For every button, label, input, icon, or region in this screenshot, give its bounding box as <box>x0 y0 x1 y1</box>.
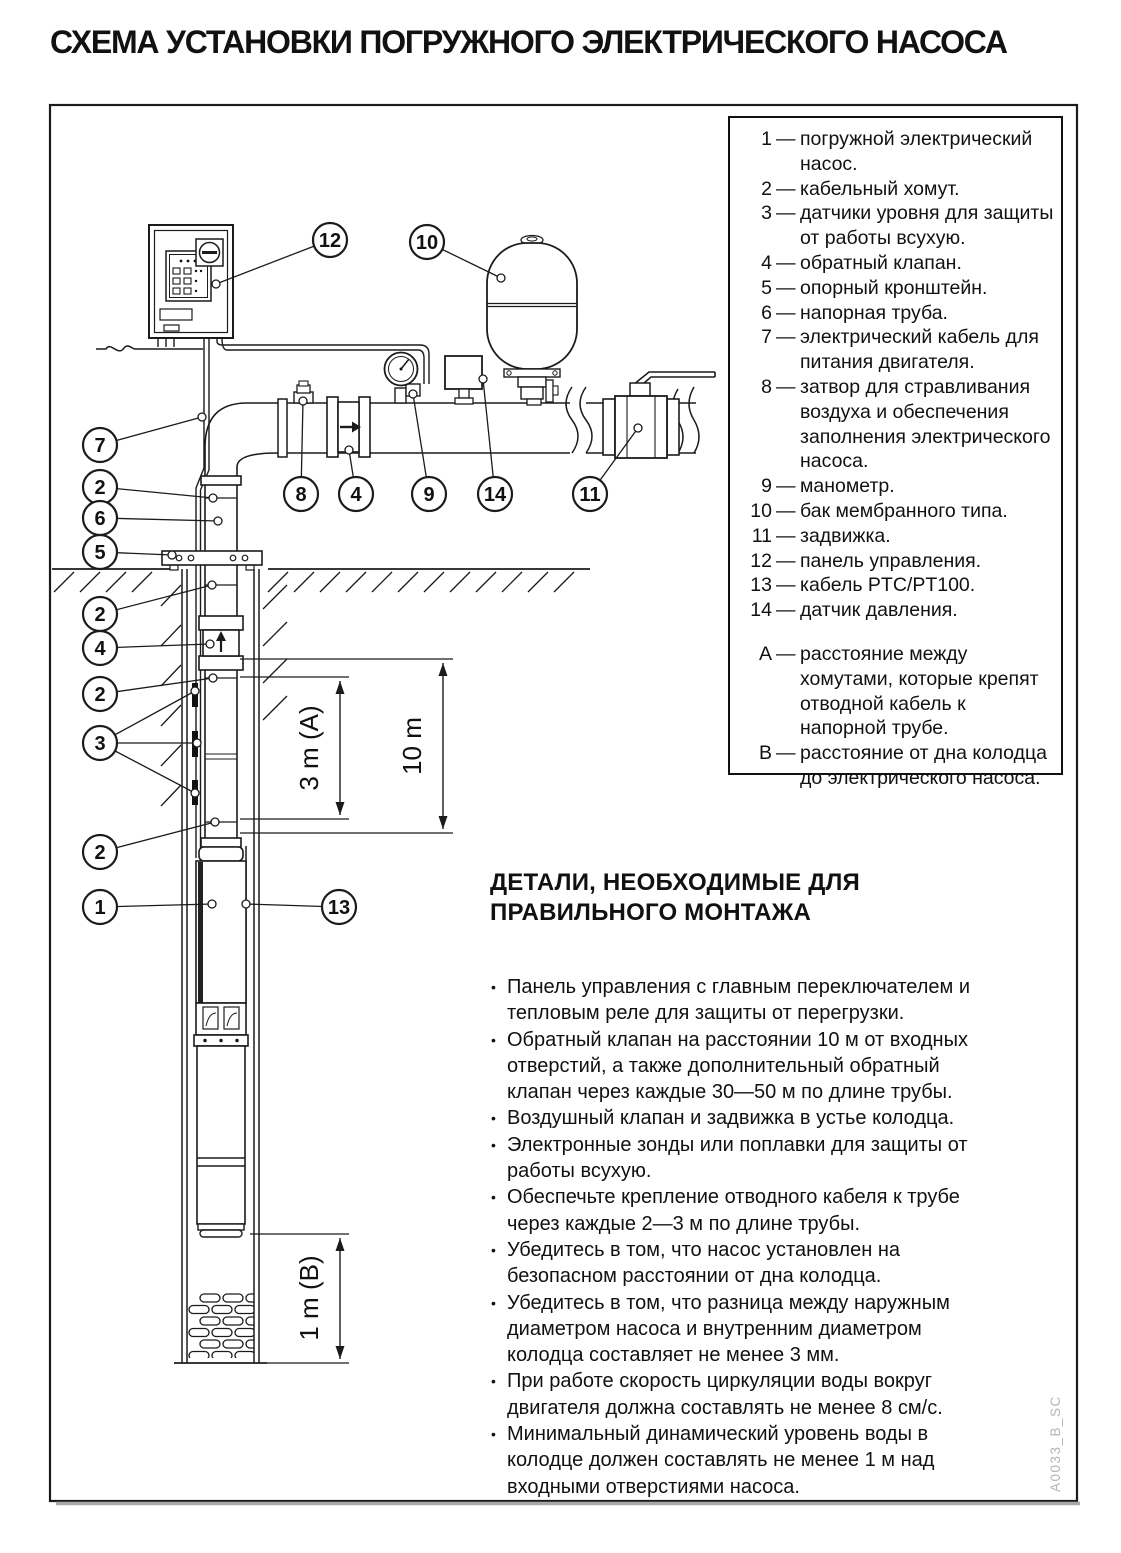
main-switch-icon <box>196 239 223 266</box>
control-panel <box>149 225 233 338</box>
legend-key: 2 <box>761 177 772 200</box>
bullet-marker-icon: • <box>491 1426 496 1443</box>
legend-key: 9 <box>761 475 772 498</box>
legend-key: 7 <box>761 326 772 349</box>
details-bullet-3 <box>490 1105 995 1131</box>
legend-key: 6 <box>761 301 772 324</box>
legend-text: датчик давления. <box>800 599 958 622</box>
details-section <box>490 868 1050 1500</box>
legend-text: погружной электрический насос. <box>800 128 1033 175</box>
details-bullet-9 <box>490 1421 995 1500</box>
legend-item-6 <box>742 301 1055 326</box>
legend-text: кабель PTC/PT100. <box>800 574 976 597</box>
legend-text: напорная труба. <box>800 301 948 324</box>
legend-text: расстояние от дна колодца до электрического насоса. <box>800 742 1047 789</box>
bullet-text: Обеспечьте крепление отводного кабеля к трубе через каждые 2—3 м по длине трубы. <box>507 1186 960 1235</box>
bullet-marker-icon: • <box>491 1136 496 1153</box>
details-bullet-8 <box>490 1368 995 1421</box>
legend-text: панель управления. <box>800 549 982 572</box>
legend-text: датчики уровня для защиты от работы всухую. <box>800 202 1054 250</box>
legend-dash: — <box>776 276 796 299</box>
legend-key: 5 <box>761 276 772 299</box>
bullet-marker-icon: • <box>491 1294 496 1311</box>
legend-item-9 <box>742 474 1055 499</box>
legend-dash: — <box>776 202 796 225</box>
legend-dash: — <box>776 499 796 522</box>
bullet-text: Минимальный динамический уровень воды в колодце должен составлять не менее 1 м над входными отверстиями насоса. <box>507 1423 935 1498</box>
page-title: СХЕМА УСТАНОВКИ ПОГРУЖНОГО ЭЛЕКТРИЧЕСКОГО НАСОСА <box>50 24 1007 60</box>
legend-dash: — <box>776 742 796 765</box>
legend-item-2 <box>742 177 1055 202</box>
legend-item-12 <box>742 549 1055 574</box>
legend-items <box>742 127 1055 623</box>
details-bullet-5 <box>490 1184 995 1237</box>
submersible-pump <box>194 838 248 1237</box>
bullet-marker-icon: • <box>491 979 496 995</box>
legend-dash: — <box>776 128 796 150</box>
callout-number-8: 8 <box>295 484 307 506</box>
legend-dash: — <box>776 326 796 349</box>
legend-key: 13 <box>750 574 772 597</box>
details-bullet-2 <box>490 1027 995 1106</box>
dimension-lines <box>240 659 453 1363</box>
legend-dash: — <box>776 375 796 398</box>
callout-number-2: 2 <box>94 842 106 864</box>
bullet-marker-icon: • <box>491 1031 496 1048</box>
legend-key: 4 <box>761 251 772 274</box>
legend-item-8 <box>742 375 1055 474</box>
legend-text: кабельный хомут. <box>800 177 960 200</box>
legend-dash: — <box>776 301 796 324</box>
bullet-text: Обратный клапан на расстоянии 10 м от входных отверстий, а также дополнительный обратный клапан через каждые 30—50 м по длине трубы. <box>507 1028 968 1104</box>
legend-item-5 <box>742 276 1055 301</box>
details-bullet-6 <box>490 1237 995 1290</box>
support-bracket <box>162 551 262 570</box>
legend-key: В <box>758 742 772 765</box>
dimension-label: 10 m <box>397 717 427 775</box>
legend-text: опорный кронштейн. <box>800 276 988 299</box>
legend-key: 1 <box>761 128 772 150</box>
callout-number-11: 11 <box>579 484 601 506</box>
legend-text: затвор для стравливания воздуха и обеспечения заполнения электрического насоса. <box>800 375 1051 473</box>
legend-key: 8 <box>761 375 772 398</box>
callout-number-5: 5 <box>94 542 106 564</box>
legend-dash: — <box>776 475 796 498</box>
bullet-text: Воздушный клапан и задвижка в устье колодца. <box>507 1107 955 1130</box>
document-code: A0033_B_SC <box>1048 1395 1063 1492</box>
legend-text: задвижка. <box>800 524 891 547</box>
bullet-marker-icon: • <box>491 1110 496 1127</box>
legend-item-1 <box>742 127 1055 177</box>
membrane-tank <box>487 236 577 406</box>
legend-notes <box>742 642 1055 791</box>
callout-number-10: 10 <box>415 232 439 254</box>
callout-number-4: 4 <box>350 484 362 506</box>
legend-text: расстояние между хомутами, которые крепят отводной кабель к напорной трубе. <box>800 642 1039 740</box>
wall-break-line <box>96 346 203 351</box>
pressure-sensor <box>445 356 482 404</box>
legend-item-10 <box>742 499 1055 524</box>
callout-number-7: 7 <box>94 435 106 457</box>
bullet-marker-icon: • <box>491 1373 496 1390</box>
legend-key: А <box>758 642 772 665</box>
legend-item-14 <box>742 598 1055 623</box>
legend-text: бак мембранного типа. <box>800 499 1008 522</box>
callout-number-2: 2 <box>94 604 106 626</box>
bullet-text: Убедитесь в том, что разница между наружным диаметром насоса и внутренним диаметром колодца составляет не менее 3 мм. <box>507 1291 950 1367</box>
bullet-marker-icon: • <box>491 1241 496 1258</box>
callout-number-2: 2 <box>94 684 106 706</box>
legend-dash: — <box>776 574 796 597</box>
bullet-text: Электронные зонды или поплавки для защиты от работы всухую. <box>507 1133 968 1183</box>
legend-box <box>728 116 1063 789</box>
legend-key: 3 <box>761 202 772 225</box>
callout-number-12: 12 <box>318 230 342 252</box>
legend-item-3 <box>742 201 1055 251</box>
callout-number-14: 14 <box>483 484 507 506</box>
callout-number-6: 6 <box>94 508 106 530</box>
legend-item-7 <box>742 325 1055 375</box>
legend-text: манометр. <box>800 475 895 498</box>
details-heading: ДЕТАЛИ, НЕОБХОДИМЫЕ ДЛЯ ПРАВИЛЬНОГО МОНТАЖА <box>490 869 861 926</box>
legend-item-11 <box>742 524 1055 549</box>
legend-note-В <box>742 741 1055 791</box>
legend-item-13 <box>742 573 1055 598</box>
callout-number-13: 13 <box>327 897 351 919</box>
legend-key: 14 <box>750 599 772 622</box>
legend-dash: — <box>776 599 796 622</box>
legend-dash: — <box>776 549 796 572</box>
dimension-label: 1 m (B) <box>294 1255 324 1341</box>
callout-number-2: 2 <box>94 477 106 499</box>
legend-text: обратный клапан. <box>800 251 962 274</box>
callout-number-9: 9 <box>423 484 435 506</box>
details-list <box>490 974 995 1500</box>
callout-number-3: 3 <box>94 733 106 755</box>
bullet-marker-icon: • <box>491 1189 496 1206</box>
legend-dash: — <box>776 524 796 547</box>
legend-dash: — <box>776 251 796 274</box>
bullet-text: Панель управления с главным переключателем и тепловым реле для защиты от перегрузки. <box>507 976 971 1025</box>
callout-number-1: 1 <box>94 897 106 919</box>
callout-number-4: 4 <box>94 638 106 660</box>
legend-text: электрический кабель для питания двигателя. <box>800 326 1039 374</box>
legend-key: 11 <box>751 524 772 547</box>
legend-note-А <box>742 642 1055 741</box>
bullet-text: Убедитесь в том, что насос установлен на безопасном расстоянии от дна колодца. <box>507 1238 900 1288</box>
details-bullet-7 <box>490 1290 995 1369</box>
legend-key: 12 <box>750 549 772 572</box>
legend-dash: — <box>776 177 796 200</box>
dimension-label: 3 m (A) <box>294 705 324 791</box>
legend-key: 10 <box>750 499 772 522</box>
details-bullet-4 <box>490 1132 995 1185</box>
legend-item-4 <box>742 251 1055 276</box>
details-bullet-1 <box>490 974 995 1027</box>
legend-dash: — <box>776 642 796 665</box>
bullet-text: При работе скорость циркуляции воды вокруг двигателя должна составлять не менее 8 см/с. <box>507 1370 943 1419</box>
